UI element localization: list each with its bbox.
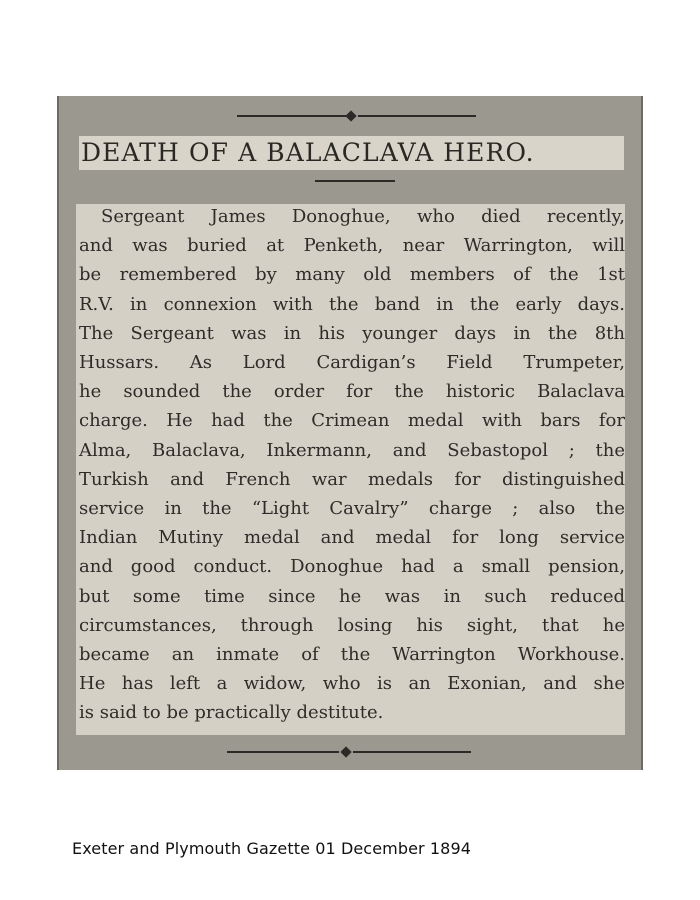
article-line: circumstances, through losing his sight, that he [79, 614, 625, 636]
bottom-ornament-rule-right [353, 751, 471, 753]
headline-divider [315, 180, 395, 182]
top-ornament-diamond [345, 110, 356, 121]
top-ornament-rule-right [358, 115, 476, 117]
article-line: Indian Mutiny medal and medal for long service [79, 527, 625, 549]
article-line: He has left a widow, who is an Exonian, and she [79, 673, 625, 695]
article-line: became an inmate of the Warrington Workhouse. [79, 644, 625, 666]
article-body [79, 202, 625, 728]
article-line: Hussars. As Lord Cardigan’s Field Trumpeter, [79, 352, 625, 374]
source-caption: Exeter and Plymouth Gazette 01 December 1894 [72, 839, 472, 858]
top-ornament-rule-left [237, 115, 347, 117]
article-line: Sergeant James Donoghue, who died recently, [101, 206, 625, 227]
article-line: Alma, Balaclava, Inkermann, and Sebastopol ; the [79, 439, 625, 461]
bottom-ornament-diamond [340, 746, 351, 757]
newspaper-clipping [57, 96, 643, 770]
article-line: be remembered by many old members of the 1st [79, 264, 625, 286]
article-headline: DEATH OF A BALACLAVA HERO. [81, 138, 535, 167]
article-line: Turkish and French war medals for distinguished [79, 468, 625, 490]
article-line: he sounded the order for the historic Balaclava [79, 381, 625, 403]
article-line: and good conduct. Donoghue had a small pension, [79, 556, 625, 578]
article-line: R.V. in connexion with the band in the early days. [79, 293, 625, 315]
article-line: and was buried at Penketh, near Warrington, will [79, 235, 625, 257]
article-line: is said to be practically destitute. [79, 702, 384, 724]
article-line: service in the “Light Cavalry” charge ; also the [79, 498, 625, 520]
bottom-ornament-rule-left [227, 751, 339, 753]
article-line: charge. He had the Crimean medal with bars for [79, 410, 625, 432]
article-line: but some time since he was in such reduced [79, 585, 625, 607]
article-line: The Sergeant was in his younger days in the 8th [79, 322, 625, 344]
